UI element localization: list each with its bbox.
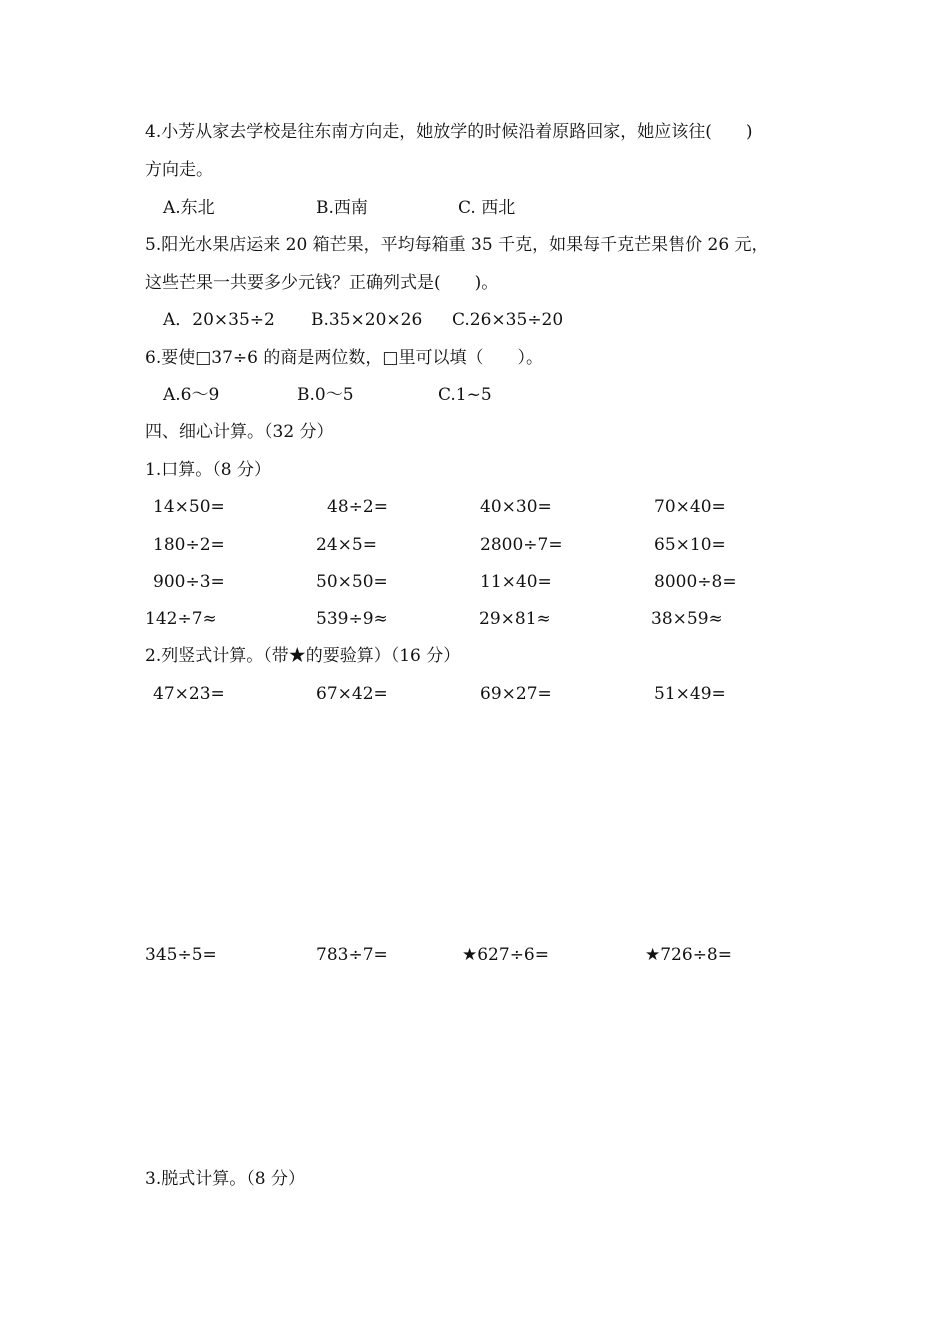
- q4-option-c: C. 西北: [458, 198, 516, 218]
- q4-option-a: A.东北: [163, 198, 215, 218]
- vertical-item: 69×27=: [480, 684, 552, 704]
- q4-line1: 4.小芳从家去学校是往东南方向走，她放学的时候沿着原路回家，她应该往( ): [145, 122, 753, 142]
- oral-item: 48÷2=: [327, 497, 388, 517]
- q6-line1: 6.要使□37÷6 的商是两位数，□里可以填（ ）。: [145, 348, 543, 368]
- oral-item: 142÷7≈: [145, 609, 217, 629]
- q6-option-a: A.6～9: [163, 385, 220, 405]
- part1-title: 1.口算。（8 分）: [145, 460, 271, 480]
- vertical-item: 345÷5=: [145, 945, 217, 965]
- part3-title: 3.脱式计算。（8 分）: [145, 1169, 305, 1189]
- q5-option-a: A．20×35÷2: [163, 310, 275, 330]
- oral-item: 11×40=: [480, 572, 552, 592]
- q5-line1: 5.阳光水果店运来 20 箱芒果，平均每箱重 35 千克，如果每千克芒果售价 26 元，: [145, 235, 769, 255]
- vertical-item: 783÷7=: [316, 945, 388, 965]
- vertical-item: 47×23=: [153, 684, 225, 704]
- oral-item: 38×59≈: [651, 609, 723, 629]
- q4-option-b: B.西南: [316, 198, 368, 218]
- part2-title: 2.列竖式计算。（带★的要验算）（16 分）: [145, 646, 461, 666]
- q5-line2: 这些芒果一共要多少元钱？正确列式是( )。: [145, 273, 499, 293]
- oral-item: 40×30=: [480, 497, 552, 517]
- oral-item: 900÷3=: [153, 572, 225, 592]
- q5-option-c: C.26×35÷20: [452, 310, 564, 330]
- oral-item: 2800÷7=: [480, 535, 563, 555]
- oral-item: 180÷2=: [153, 535, 225, 555]
- q4-line2: 方向走。: [145, 160, 213, 180]
- oral-item: 70×40=: [654, 497, 726, 517]
- section4-title: 四、细心计算。（32 分）: [145, 422, 334, 442]
- vertical-item-checked: ★627÷6=: [462, 945, 549, 965]
- oral-item: 24×5=: [316, 535, 377, 555]
- vertical-item-checked: ★726÷8=: [645, 945, 732, 965]
- vertical-item: 67×42=: [316, 684, 388, 704]
- q6-option-b: B.0～5: [297, 385, 354, 405]
- oral-item: 50×50=: [316, 572, 388, 592]
- q6-option-c: C.1~5: [438, 385, 492, 405]
- vertical-item: 51×49=: [654, 684, 726, 704]
- oral-item: 65×10=: [654, 535, 726, 555]
- oral-item: 29×81≈: [479, 609, 551, 629]
- q5-option-b: B.35×20×26: [311, 310, 423, 330]
- oral-item: 14×50=: [153, 497, 225, 517]
- oral-item: 539÷9≈: [316, 609, 388, 629]
- oral-item: 8000÷8=: [654, 572, 737, 592]
